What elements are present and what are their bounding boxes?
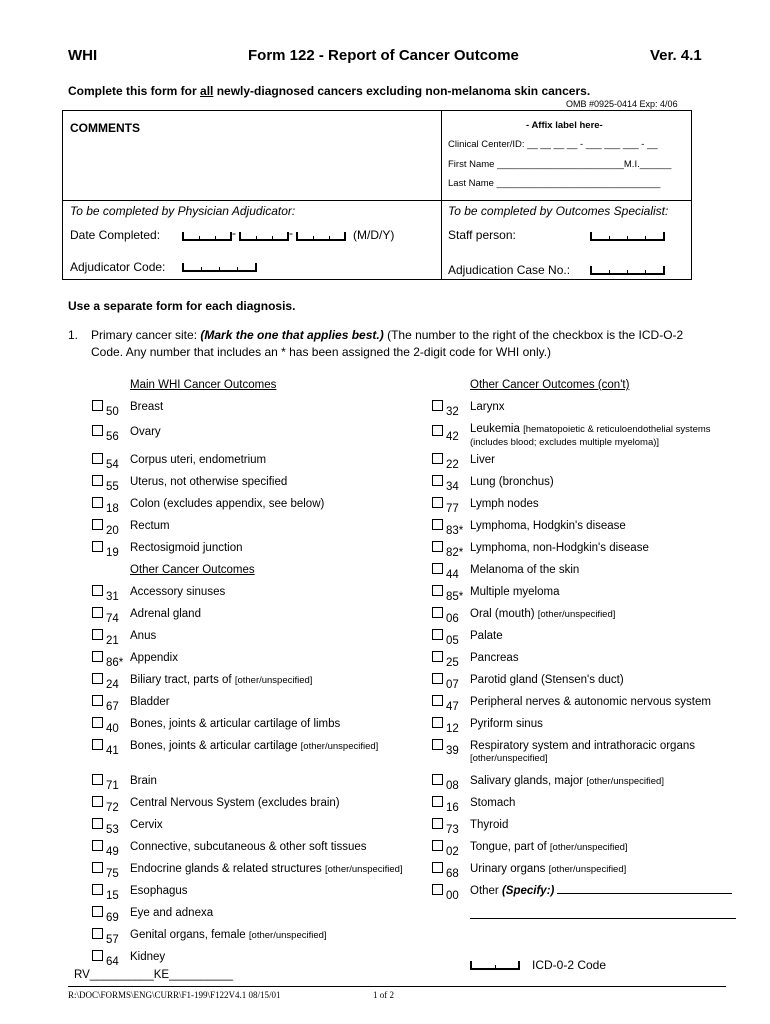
site-label: Thyroid [470,819,509,831]
site-label: Respiratory system and intrathoracic organs [other/unspecified] [470,740,695,764]
checkbox[interactable] [92,840,103,851]
checkbox-item[interactable] [432,717,742,735]
checkbox[interactable] [92,400,103,411]
separate-form-note: Use a separate form for each diagnosis. [68,299,296,313]
checkbox[interactable] [432,607,443,618]
omb-number: OMB #0925-0414 Exp: 4/06 [566,99,678,109]
checkbox[interactable] [432,695,443,706]
checkbox-item[interactable] [432,519,742,537]
footer-page: 1 of 2 [373,990,394,1000]
checkbox[interactable] [432,818,443,829]
form-org: WHI [68,47,98,64]
checkbox[interactable] [432,717,443,728]
checkbox[interactable] [92,629,103,640]
checkbox[interactable] [92,475,103,486]
checkbox[interactable] [432,585,443,596]
icd-code: 56 [106,431,119,443]
checkbox-item[interactable] [92,425,402,443]
icd-code: 55 [106,481,119,493]
checkbox[interactable] [432,425,443,436]
site-label: Lymph nodes [470,498,539,510]
site-label: Oral (mouth) [other/unspecified] [470,608,616,620]
icd-code-label: ICD-0-2 Code [532,958,607,972]
checkbox[interactable] [92,739,103,750]
icd-code: 12 [446,723,459,735]
icd-code: 72 [106,802,119,814]
staff-person-box[interactable] [590,232,665,241]
checkbox[interactable] [92,541,103,552]
icd-code: 19 [106,547,119,559]
site-label: Lung (bronchus) [470,476,554,488]
icd-code: 57 [106,934,119,946]
icd-code: 41 [106,745,119,757]
checkbox[interactable] [432,541,443,552]
checkbox[interactable] [432,774,443,785]
form-title: Form 122 - Report of Cancer Outcome [248,47,519,64]
checkbox[interactable] [432,651,443,662]
outcomes-specialist-title: To be completed by Outcomes Specialist: [448,204,669,218]
checkbox[interactable] [92,497,103,508]
site-label: Peripheral nerves & autonomic nervous system [470,696,711,708]
icd-code-box[interactable] [470,961,520,970]
rv-ke-field[interactable]: RV__________KE__________ [74,969,234,981]
site-label: Accessory sinuses [130,586,226,598]
site-label: Anus [130,630,157,642]
checkbox-item[interactable] [432,818,742,836]
icd-code: 25 [446,657,459,669]
checkbox[interactable] [92,950,103,961]
icd-code: 00 [446,890,459,902]
checkbox-item[interactable] [432,541,742,559]
site-label: Pancreas [470,652,519,664]
site-label: Connective, subcutaneous & other soft tissues [130,841,367,853]
date-completed-label: Date Completed: [70,228,161,242]
site-label: Larynx [470,401,505,413]
checkbox-item[interactable] [432,840,742,858]
date-day-box[interactable] [239,232,289,241]
checkbox-item[interactable] [432,651,742,669]
site-label: Palate [470,630,503,642]
checkbox[interactable] [432,862,443,873]
checkbox[interactable] [92,906,103,917]
checkbox-item[interactable] [92,840,402,858]
clinical-center-id[interactable]: Clinical Center/ID: __ __ __ __ - ___ ___ ___ - __ [448,139,658,150]
checkbox-item[interactable] [432,673,742,691]
icd-code: 05 [446,635,459,647]
checkbox-item[interactable] [432,607,742,625]
site-label: Cervix [130,819,163,831]
checkbox[interactable] [92,425,103,436]
checkbox-item[interactable] [92,906,402,924]
date-format: (M/D/Y) [353,228,395,242]
checkbox-item[interactable] [92,950,402,968]
checkbox[interactable] [92,796,103,807]
checkbox-item[interactable] [432,453,742,471]
icd-code: 74 [106,613,119,625]
checkbox-item[interactable] [92,796,402,814]
checkbox[interactable] [92,774,103,785]
icd-code: 69 [106,912,119,924]
checkbox-item[interactable] [432,739,742,764]
checkbox-item[interactable] [432,774,742,792]
icd-code: 53 [106,824,119,836]
checkbox-item[interactable] [92,585,402,603]
question-text: Primary cancer site: (Mark the one that applies best.) (The number to the right of the checkbox is the ICD-O-2 [91,328,684,342]
site-label: Liver [470,454,495,466]
adjudicator-code-box[interactable] [182,263,257,272]
icd-code: 18 [106,503,119,515]
checkbox-item[interactable] [432,796,742,814]
icd-code: 06 [446,613,459,625]
checkbox[interactable] [92,585,103,596]
icd-code: 39 [446,745,459,757]
checkbox[interactable] [92,717,103,728]
checkbox[interactable] [432,739,443,750]
checkbox-item[interactable] [92,695,402,713]
question-text-line2: Code. Any number that includes an * has been assigned the 2-digit code for WHI only.) [91,345,552,359]
site-label: Biliary tract, parts of [other/unspecified] [130,674,313,686]
checkbox[interactable] [432,519,443,530]
site-label: Urinary organs [other/unspecified] [470,863,627,875]
checkbox-item[interactable] [432,475,742,493]
heading-other-outcomes-cont: Other Cancer Outcomes (con't) [470,379,630,391]
checkbox[interactable] [92,695,103,706]
checkbox-item[interactable] [92,774,402,792]
checkbox-item[interactable] [92,519,402,537]
icd-code: 68 [446,868,459,880]
site-label: Appendix [130,652,178,664]
icd-code: 34 [446,481,459,493]
checkbox-item[interactable] [92,497,402,515]
site-label: Leukemia [hematopoietic & reticuloendothelial systems (includes blood; excludes multiple myeloma)] [470,423,711,448]
icd-code: 47 [446,701,459,713]
checkbox-item[interactable] [432,497,742,515]
staff-person-label: Staff person: [448,228,516,242]
comments-field[interactable] [70,135,436,195]
site-label: Salivary glands, major [other/unspecified] [470,775,664,787]
icd-code: 42 [446,431,459,443]
icd-code: 82* [446,547,464,559]
icd-code: 02 [446,846,459,858]
form-version: Ver. 4.1 [650,47,702,64]
heading-other-outcomes: Other Cancer Outcomes [130,564,255,576]
checkbox[interactable] [92,651,103,662]
site-label: Stomach [470,797,516,809]
date-month-box[interactable] [182,232,232,241]
icd-code: 32 [446,406,459,418]
site-label: Breast [130,401,164,413]
footer-path: R:\DOC\FORMS\ENG\CURR\F1-199\F122V4.1 08/15/01 [68,990,281,1000]
icd-code: 20 [106,525,119,537]
icd-code: 24 [106,679,119,691]
icd-code: 31 [106,591,119,603]
checkbox-item[interactable] [92,629,402,647]
icd-code: 07 [446,679,459,691]
site-label: Melanoma of the skin [470,564,580,576]
checkbox[interactable] [432,563,443,574]
checkbox-item[interactable] [92,928,402,946]
case-no-label: Adjudication Case No.: [448,263,571,277]
site-label: Rectum [130,520,170,532]
site-label: Other (Specify:) [470,885,732,897]
adjudicator-title: To be completed by Physician Adjudicator: [70,204,296,218]
comments-label: COMMENTS [70,121,140,135]
checkbox-item[interactable] [92,884,402,902]
icd-code: 75 [106,868,119,880]
checkbox-item[interactable] [92,475,402,493]
checkbox[interactable] [92,862,103,873]
icd-code: 40 [106,723,119,735]
checkbox-item[interactable] [92,607,402,625]
other-specify-line2[interactable] [470,918,736,919]
checkbox[interactable] [432,796,443,807]
site-label: Kidney [130,951,166,963]
site-label: Central Nervous System (excludes brain) [130,797,340,809]
icd-code: 15 [106,890,119,902]
question-number: 1. [68,328,79,342]
icd-code: 83* [446,525,464,537]
site-label: Adrenal gland [130,608,201,620]
site-label: Corpus uteri, endometrium [130,454,267,466]
affix-label-title: - Affix label here- [526,120,603,131]
checkbox[interactable] [92,884,103,895]
icd-code: 73 [446,824,459,836]
site-label: Pyriform sinus [470,718,543,730]
icd-code: 08 [446,780,459,792]
checkbox-item[interactable] [92,541,402,559]
checkbox-item[interactable] [432,695,742,713]
site-label: Lymphoma, Hodgkin's disease [470,520,626,532]
site-label: Uterus, not otherwise specified [130,476,288,488]
icd-code: 67 [106,701,119,713]
checkbox-item[interactable] [92,739,402,757]
site-label: Bones, joints & articular cartilage of limbs [130,718,341,730]
checkbox[interactable] [92,928,103,939]
checkbox[interactable] [432,497,443,508]
site-label: Parotid gland (Stensen's duct) [470,674,624,686]
checkbox-item[interactable] [432,563,742,581]
checkbox-item[interactable] [432,585,742,603]
icd-code: 16 [446,802,459,814]
checkbox-item[interactable] [92,400,402,418]
site-label: Bones, joints & articular cartilage [other/unspecified] [130,740,379,752]
adjudicator-code-label: Adjudicator Code: [70,260,166,274]
heading-main-outcomes: Main WHI Cancer Outcomes [130,379,277,391]
icd-code: 50 [106,406,119,418]
icd-code: 86* [106,657,124,669]
checkbox[interactable] [92,673,103,684]
checkbox[interactable] [92,607,103,618]
checkbox-item[interactable] [92,651,402,669]
icd-code: 54 [106,459,119,471]
site-label: Tongue, part of [other/unspecified] [470,841,628,853]
checkbox-item[interactable] [92,862,402,880]
first-name-field[interactable]: First Name ________________________M.I.______ [448,159,672,170]
site-label: Multiple myeloma [470,586,560,598]
checkbox[interactable] [92,818,103,829]
icd-code: 64 [106,956,119,968]
checkbox[interactable] [432,453,443,464]
checkbox[interactable] [432,475,443,486]
checkbox-item[interactable] [432,400,742,418]
checkbox-item[interactable] [432,423,742,448]
checkbox-item[interactable] [432,884,742,902]
icd-code: 85* [446,591,464,603]
checkbox-item[interactable] [92,673,402,691]
site-label: Endocrine glands & related structures [other/unspecified] [130,863,403,875]
site-label: Bladder [130,696,170,708]
checkbox[interactable] [432,840,443,851]
icd-code: 21 [106,635,119,647]
checkbox-item[interactable] [432,862,742,880]
checkbox-item[interactable] [92,453,402,471]
date-year-box[interactable] [296,232,346,241]
checkbox[interactable] [92,519,103,530]
icd-code: 71 [106,780,119,792]
icd-code: 77 [446,503,459,515]
form-instructions: Complete this form for all newly-diagnosed cancers excluding non-melanoma skin cancers. [68,84,591,98]
site-label: Brain [130,775,157,787]
site-label: Eye and adnexa [130,907,214,919]
checkbox[interactable] [432,400,443,411]
checkbox[interactable] [432,884,443,895]
checkbox[interactable] [92,453,103,464]
site-label: Colon (excludes appendix, see below) [130,498,325,510]
site-label: Esophagus [130,885,188,897]
checkbox-item[interactable] [92,717,402,735]
icd-code: 44 [446,569,459,581]
other-specify-line[interactable] [557,893,732,894]
checkbox-item[interactable] [432,629,742,647]
site-label: Ovary [130,426,161,438]
site-label: Rectosigmoid junction [130,542,243,554]
site-label: Genital organs, female [other/unspecified] [130,929,327,941]
last-name-field[interactable]: Last Name _______________________________ [448,178,661,189]
icd-code: 22 [446,459,459,471]
checkbox[interactable] [432,629,443,640]
icd-code: 49 [106,846,119,858]
checkbox[interactable] [432,673,443,684]
case-no-box[interactable] [590,266,665,275]
checkbox-item[interactable] [92,818,402,836]
site-label: Lymphoma, non-Hodgkin's disease [470,542,649,554]
